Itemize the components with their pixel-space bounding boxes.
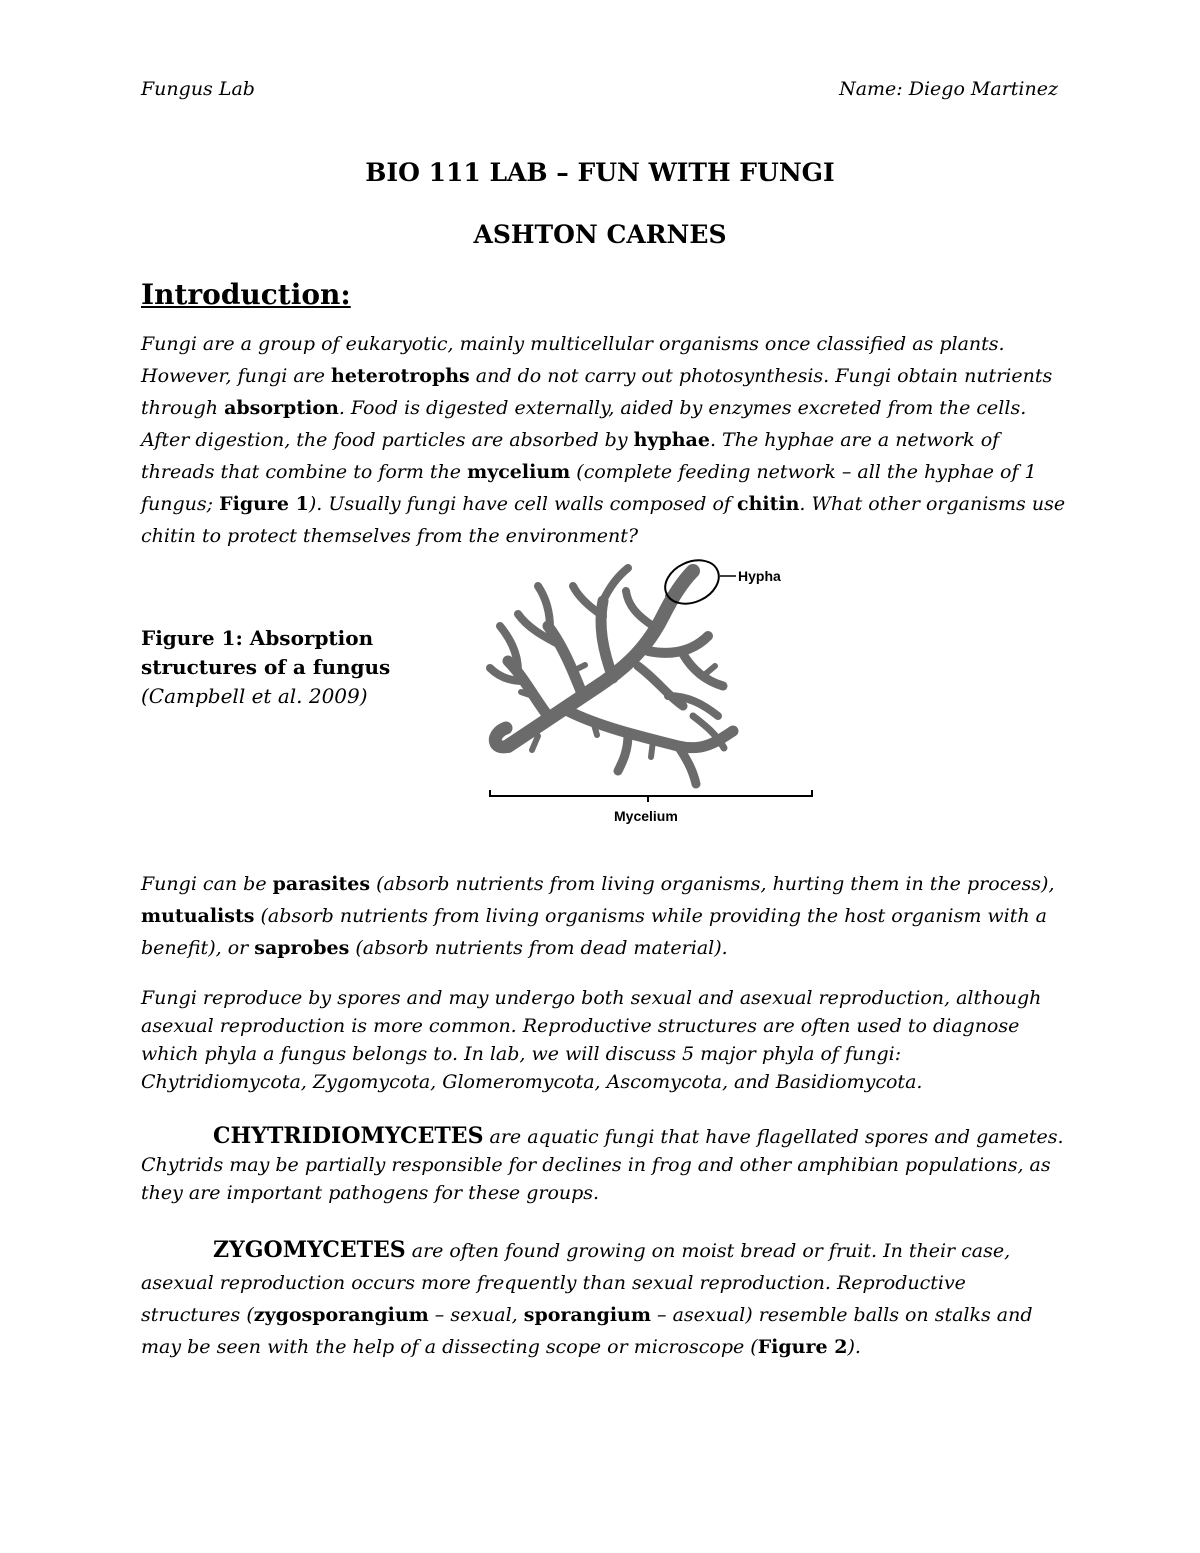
header-course: Fungus Lab xyxy=(141,78,255,100)
introduction-paragraph xyxy=(141,328,1071,552)
term-absorption: absorption xyxy=(224,397,339,419)
header-student-name: Name: Diego Martinez xyxy=(839,78,1058,100)
figure-reference: Figure 2 xyxy=(757,1336,848,1358)
text-run: (absorb nutrients from living organisms while providing the host organism with a benefit), or xyxy=(141,905,1048,959)
text-run: ). Usually fungi have cell walls composed of xyxy=(308,493,737,515)
text-run: Fungi can be xyxy=(141,873,273,895)
term-hyphae: hyphae xyxy=(633,429,710,451)
mycelium-label: Mycelium xyxy=(614,808,678,824)
term-saprobes: saprobes xyxy=(254,937,350,959)
text-run: (complete feeding network – all the hyphae of 1 fungus; xyxy=(141,461,1037,515)
figure-1-title: Figure 1: Absorption structures of a fungus xyxy=(141,626,391,679)
text-run: Fungi are a group of eukaryotic, mainly multicellular organisms once classified as plants. However, fungi are xyxy=(141,333,1005,387)
term-parasites: parasites xyxy=(272,873,371,895)
phylum-name-chytridiomycetes: CHYTRIDIOMYCETES xyxy=(213,1123,484,1149)
mycelium-drawing xyxy=(478,556,818,828)
reproduction-paragraph: Fungi reproduce by spores and may undergo both sexual and asexual reproduction, although asexual reproduction is more common. Reproductive structures are often used to diagnose which phyla a fungus belongs to. In lab, we will discuss 5 major phyla of fungi: Chytridiomycota, Zygomycota, Glomeromycota, Ascomycota, and Basidiomycota. xyxy=(141,987,1042,1093)
text-run: ). xyxy=(847,1336,861,1358)
term-heterotrophs: heterotrophs xyxy=(331,365,470,387)
text-run: – asexual) resemble balls on stalks and may be seen with the help of a dissecting scope or microscope ( xyxy=(141,1304,1033,1358)
term-chitin: chitin xyxy=(737,493,800,515)
figure-1-mycelium-illustration xyxy=(478,556,818,828)
chytridiomycetes-paragraph xyxy=(141,1122,1071,1207)
term-mycelium: mycelium xyxy=(467,461,571,483)
fungal-lifestyles-paragraph xyxy=(141,868,1071,964)
phylum-name-zygomycetes: ZYGOMYCETES xyxy=(213,1237,406,1263)
figure-reference: Figure 1 xyxy=(219,493,309,515)
figure-1-citation: (Campbell et al. 2009) xyxy=(141,684,368,708)
text-run: and do not carry out photosynthesis. Fungi obtain nutrients through xyxy=(141,365,1053,419)
text-run: are aquatic fungi that have flagellated spores and gametes. Chytrids may be partially responsible for declines in frog and other amphibian populations, as they are important pathogens for these groups. xyxy=(141,1126,1064,1204)
text-run: – sexual, xyxy=(428,1304,524,1326)
document-author: ASHTON CARNES xyxy=(473,220,727,249)
text-run: . The hyphae are a network of threads that combine to form the xyxy=(141,429,1000,483)
hypha-label: Hypha xyxy=(738,568,781,584)
figure-1-caption xyxy=(141,624,401,711)
zygomycetes-paragraph xyxy=(141,1234,1071,1363)
text-run: . What other organisms use chitin to protect themselves from the environment? xyxy=(141,493,1066,547)
introduction-heading: Introduction: xyxy=(141,278,351,311)
text-run: (absorb nutrients from living organisms, hurting them in the process), xyxy=(370,873,1055,895)
term-zygosporangium: zygosporangium xyxy=(253,1304,429,1326)
text-run: are often found growing on moist bread or fruit. In their case, asexual reproduction occurs more frequently than sexual reproduction. Reproductive structures ( xyxy=(141,1240,1011,1326)
text-run: . Food is digested externally, aided by enzymes excreted from the cells. After digestion, the food particles are absorbed by xyxy=(141,397,1027,451)
term-mutualists: mutualists xyxy=(141,905,255,927)
text-run: (absorb nutrients from dead material). xyxy=(349,937,728,959)
term-sporangium: sporangium xyxy=(523,1304,651,1326)
document-title: BIO 111 LAB – FUN WITH FUNGI xyxy=(365,158,835,187)
